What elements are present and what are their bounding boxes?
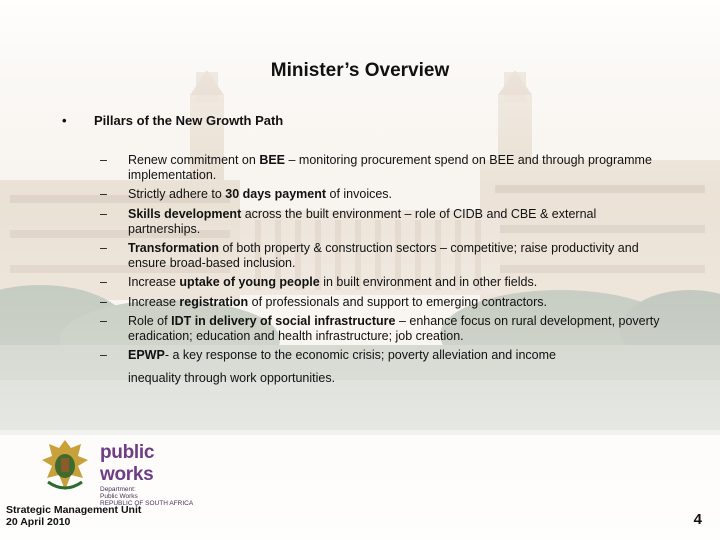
subpoint-epwp xyxy=(100,348,660,386)
sa-coat-of-arms-icon xyxy=(38,438,93,494)
subpoint-registration xyxy=(100,295,660,310)
subpoint-lead: Renew commitment on xyxy=(128,153,260,167)
brand-line1: Department: xyxy=(100,486,136,493)
brand-line2: Public Works xyxy=(100,493,138,500)
subpoint-bold: BEE xyxy=(259,153,286,167)
footer-unit: Strategic Management Unit xyxy=(6,504,142,516)
dash-marker: – xyxy=(100,153,107,167)
main-bullet-text: Pillars of the New Growth Path xyxy=(94,113,284,128)
dash-marker: – xyxy=(100,241,107,256)
subpoint-bee xyxy=(100,153,660,183)
page-number: 4 xyxy=(693,511,702,528)
subpoint-bold: Skills development xyxy=(128,206,242,221)
bullet-symbol: • xyxy=(62,113,67,128)
subpoint-bold: EPWP xyxy=(128,348,165,363)
subpoint-rest: – monitoring procurement spend on BEE and through programme implementation. xyxy=(128,153,652,183)
subpoint-rest: – enhance focus on rural development, poverty eradication; education and health infrastructure; job creation. xyxy=(128,313,660,344)
dash-marker: – xyxy=(100,294,107,309)
subpoint-list xyxy=(100,153,660,391)
dash-marker: – xyxy=(100,275,107,290)
subpoint-lead: Strictly adhere to xyxy=(128,187,226,202)
subpoint-rest: across the built environment – role of CIDB and CBE & external partnerships. xyxy=(128,206,597,236)
subpoint-payment xyxy=(100,187,660,202)
dash-marker: – xyxy=(100,187,107,202)
footer-date: 20 April 2010 xyxy=(6,516,71,528)
subpoint-rest: of professionals and support to emerging contractors. xyxy=(248,294,547,309)
subpoint-bold: registration xyxy=(179,294,249,309)
subpoint-continuation: inequality through work opportunities. xyxy=(128,371,336,386)
subpoint-rest: - a key response to the economic crisis; poverty alleviation and income xyxy=(164,348,556,363)
subpoint-lead: Increase xyxy=(128,294,180,309)
subpoint-young-people xyxy=(100,275,660,290)
subpoint-skills xyxy=(100,207,660,237)
brand-name: public works xyxy=(100,442,155,485)
slide-title: Minister’s Overview xyxy=(270,60,450,81)
subpoint-bold: uptake of young people xyxy=(179,275,320,290)
brand-line3: REPUBLIC OF SOUTH AFRICA xyxy=(100,500,194,507)
public-works-logo xyxy=(38,438,208,507)
subpoint-lead: Role of xyxy=(128,313,172,328)
subpoint-rest: in built environment and in other fields. xyxy=(319,275,538,290)
dash-marker: – xyxy=(100,313,107,328)
subpoint-rest: of both property & construction sectors – competitive; raise productivity and ensure broad-based inclusion. xyxy=(128,241,639,271)
brand-block xyxy=(100,442,210,507)
subpoint-bold: Transformation xyxy=(128,241,219,256)
subpoint-bold: IDT in delivery of social infrastructure xyxy=(171,313,396,328)
main-bullet xyxy=(62,113,284,128)
subpoint-transformation xyxy=(100,241,660,271)
subpoint-bold: 30 days payment xyxy=(225,187,327,202)
subpoint-idt xyxy=(100,314,660,344)
dash-marker: – xyxy=(100,206,107,221)
dash-marker: – xyxy=(100,348,107,363)
subpoint-rest: of invoices. xyxy=(326,187,393,202)
footer-text xyxy=(6,504,141,528)
subpoint-lead: Increase xyxy=(128,275,180,290)
